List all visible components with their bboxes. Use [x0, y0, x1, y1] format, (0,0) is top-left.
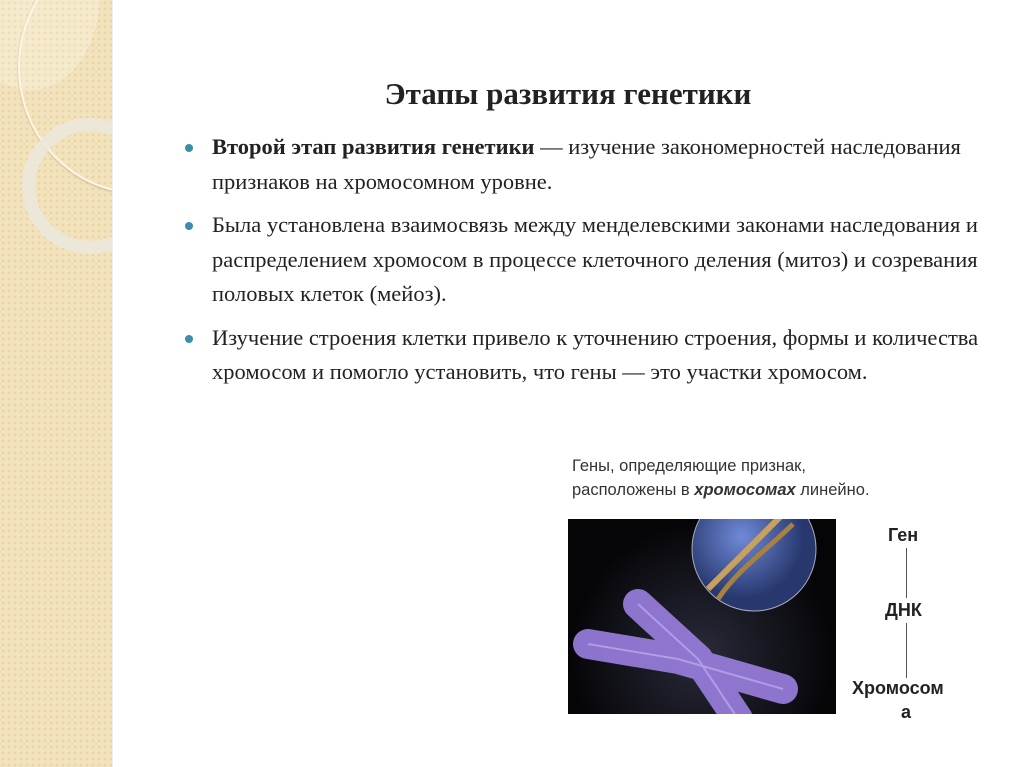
caption-text: линейно. [795, 481, 870, 499]
arrow-down-icon [906, 548, 907, 598]
chain-dna: ДНК [885, 600, 922, 620]
chain-gene: Ген [888, 525, 919, 545]
bullet-item [185, 130, 985, 199]
decorative-ring [22, 118, 113, 254]
bullet-bold: Второй этап развития генетики [212, 134, 535, 159]
caption-emphasis: хромосомах [694, 481, 796, 499]
caption-text: расположены в [572, 481, 695, 499]
slide-title: Этапы развития генетики [384, 76, 752, 111]
bullet-icon [185, 144, 193, 152]
chain-chromosome-end: а [901, 702, 912, 722]
decorative-sidebar [0, 0, 113, 767]
arrow-down-icon [906, 623, 907, 678]
bullet-list [185, 130, 985, 399]
bullet-icon [185, 335, 193, 343]
figure-caption [572, 454, 870, 502]
bullet-text: Была установлена взаимосвязь между менделевскими законами наследования и распределением хромосом в процессе клеточного деления (митоз) и созревания половых клеток (мейоз). [212, 212, 978, 306]
caption-line [572, 478, 870, 502]
bullet-icon [185, 222, 193, 230]
chromosome-image [568, 519, 836, 714]
bullet-item [185, 321, 982, 390]
bullet-text: Изучение строения клетки привело к уточнению строения, формы и количества хромосом и помогло установить, что гены — это участки хромосом. [212, 324, 979, 384]
bullet-item [185, 208, 985, 312]
chain-chromosome: Хромосом [852, 678, 944, 698]
caption-line: Гены, определяющие признак, [572, 457, 806, 475]
bullet-text: — изучение закономерностей наследования признаков на хромосомном уровне. [212, 134, 961, 194]
chromosome-illustration [568, 519, 836, 714]
